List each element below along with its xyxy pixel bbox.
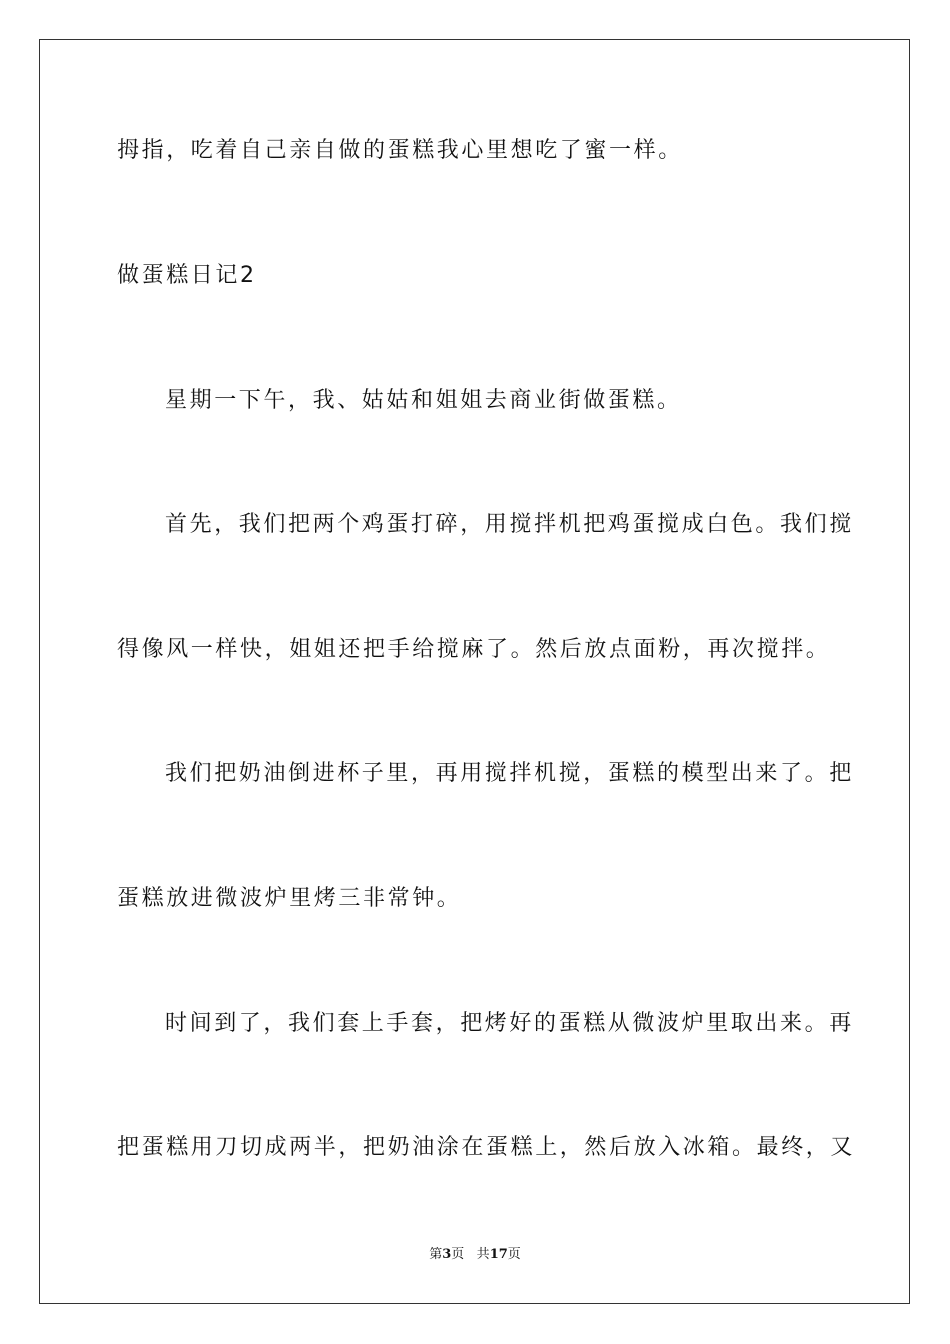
paragraph-4-line-2: 把蛋糕用刀切成两半，把奶油涂在蛋糕上，然后放入冰箱。最终，又 xyxy=(117,1135,856,1160)
total-pages: 17 xyxy=(489,1247,508,1262)
paragraph-1-line-1: 星期一下午，我、姑姑和姐姐去商业街做蛋糕。 xyxy=(165,388,682,413)
text-line-1: 拇指，吃着自己亲自做的蛋糕我心里想吃了蜜一样。 xyxy=(117,138,683,163)
page-number: 3 xyxy=(442,1247,452,1262)
page-suffix: 页 xyxy=(451,1247,465,1262)
page-footer xyxy=(0,1246,950,1264)
total-suffix: 页 xyxy=(507,1247,521,1262)
paragraph-2-line-2: 得像风一样快，姐姐还把手给搅麻了。然后放点面粉，再次搅拌。 xyxy=(117,637,831,662)
page-border xyxy=(39,39,910,1304)
section-heading: 做蛋糕日记2 xyxy=(117,263,257,288)
paragraph-4-line-1: 时间到了，我们套上手套，把烤好的蛋糕从微波炉里取出来。再 xyxy=(165,1011,854,1036)
paragraph-3-line-2: 蛋糕放进微波炉里烤三非常钟。 xyxy=(117,886,462,911)
paragraph-2-line-1: 首先，我们把两个鸡蛋打碎，用搅拌机把鸡蛋搅成白色。我们搅 xyxy=(165,512,854,537)
total-prefix: 共 xyxy=(476,1247,490,1262)
paragraph-3-line-1: 我们把奶油倒进杯子里，再用搅拌机搅，蛋糕的模型出来了。把 xyxy=(165,761,854,786)
page-prefix: 第 xyxy=(429,1247,443,1262)
